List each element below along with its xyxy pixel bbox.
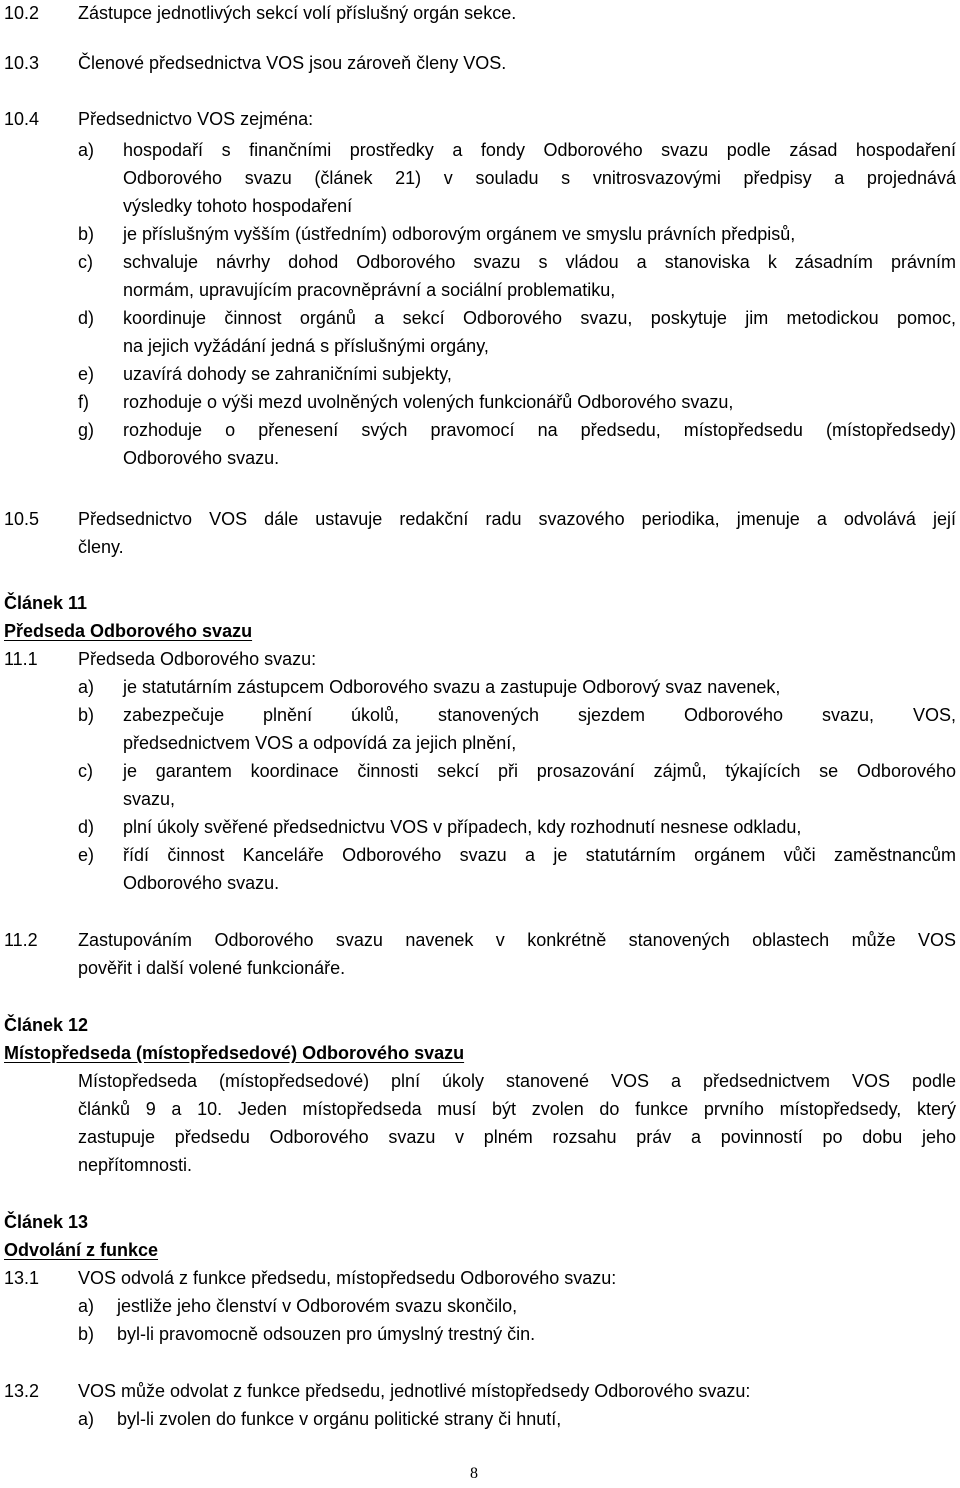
item-line: Odborového svazu.	[123, 873, 280, 893]
item-line: svazu,	[123, 789, 176, 809]
section-10-3-text: Členové předsednictva VOS jsou zároveň členy VOS.	[78, 53, 507, 73]
article-11-title: Předseda Odborového svazu	[4, 621, 253, 641]
item-label: b)	[78, 224, 95, 244]
article-13-heading: Článek 13	[4, 1212, 89, 1232]
item-line: rozhoduje o výši mezd uvolněných volených funkcionářů Odborového svazu,	[123, 392, 734, 412]
section-10-4-number: 10.4	[4, 109, 40, 129]
item-label: a)	[78, 140, 95, 160]
item-line: jestliže jeho členství v Odborovém svazu skončilo,	[117, 1296, 518, 1316]
section-11-2-number: 11.2	[4, 930, 38, 950]
section-10-5-line: členy.	[78, 537, 124, 557]
item-line: předsednictvem VOS a odpovídá za jejich plnění,	[123, 733, 517, 753]
item-line: plní úkoly svěřené předsednictvu VOS v případech, kdy rozhodnutí nesnese odkladu,	[123, 817, 802, 837]
item-line: uzavírá dohody se zahraničními subjekty,	[123, 364, 452, 384]
article-12-title: Místopředseda (místopředsedové) Odborového svazu	[4, 1043, 465, 1063]
section-13-1-intro: VOS odvolá z funkce předsedu, místopředsedu Odborového svazu:	[78, 1268, 617, 1288]
item-label: d)	[78, 308, 95, 328]
item-label: g)	[78, 420, 95, 440]
article-12-line: zastupuje předsedu Odborového svazu v plném rozsahu práv a povinností po dobu jeho	[78, 1127, 956, 1147]
item-label: c)	[78, 252, 93, 272]
item-line: Odborového svazu (článek 21) v souladu s vnitrosvazovými předpisy a projednává	[123, 168, 956, 188]
item-line: byl-li zvolen do funkce v orgánu politické strany či hnutí,	[117, 1409, 562, 1429]
item-label: b)	[78, 1324, 95, 1344]
item-line: je garantem koordinace činnosti sekcí při prosazování zájmů, týkajících se Odborového	[123, 761, 956, 781]
item-label: c)	[78, 761, 93, 781]
item-label: d)	[78, 817, 95, 837]
item-label: b)	[78, 705, 95, 725]
article-13-title: Odvolání z funkce	[4, 1240, 159, 1260]
section-13-1-number: 13.1	[4, 1268, 40, 1288]
section-11-1-intro: Předseda Odborového svazu:	[78, 649, 317, 669]
item-line: na jejich vyžádání jedná s příslušnými orgány,	[123, 336, 489, 356]
item-label: e)	[78, 364, 95, 384]
section-10-5-number: 10.5	[4, 509, 40, 529]
article-12-heading: Článek 12	[4, 1015, 89, 1035]
section-10-2-text: Zástupce jednotlivých sekcí volí příslušný orgán sekce.	[78, 3, 517, 23]
section-10-2-number: 10.2	[4, 3, 40, 23]
item-label: f)	[78, 392, 89, 412]
item-line: byl-li pravomocně odsouzen pro úmyslný trestný čin.	[117, 1324, 536, 1344]
section-11-2-line: pověřit i další volené funkcionáře.	[78, 958, 346, 978]
item-line: řídí činnost Kanceláře Odborového svazu a je statutárním orgánem vůči zaměstnancům	[123, 845, 956, 865]
item-label: e)	[78, 845, 95, 865]
section-10-4-intro: Předsednictvo VOS zejména:	[78, 109, 314, 129]
section-10-3-number: 10.3	[4, 53, 40, 73]
item-line: je statutárním zástupcem Odborového svazu a zastupuje Odborový svaz navenek,	[123, 677, 781, 697]
article-12-line: nepřítomnosti.	[78, 1155, 193, 1175]
article-12-line: článků 9 a 10. Jeden místopředseda musí být zvolen do funkce prvního místopředsedy, který	[78, 1099, 956, 1119]
item-line: je příslušným vyšším (ústředním) odborovým orgánem ve smyslu právních předpisů,	[123, 224, 796, 244]
item-line: zabezpečuje plnění úkolů, stanovených sjezdem Odborového svazu, VOS,	[123, 705, 956, 725]
item-line: normám, upravujícím pracovněprávní a sociální problematiku,	[123, 280, 616, 300]
item-line: schvaluje návrhy dohod Odborového svazu s vládou a stanoviska k zásadním právním	[123, 252, 956, 272]
section-11-1-number: 11.1	[4, 649, 38, 669]
item-line: koordinuje činnost orgánů a sekcí Odborového svazu, poskytuje jim metodickou pomoc,	[123, 308, 956, 328]
article-12-line: Místopředseda (místopředsedové) plní úkoly stanovené VOS a předsednictvem VOS podle	[78, 1071, 956, 1091]
item-label: a)	[78, 1409, 95, 1429]
item-label: a)	[78, 1296, 95, 1316]
section-13-2-number: 13.2	[4, 1381, 40, 1401]
item-line: výsledky tohoto hospodaření	[123, 196, 353, 216]
item-line: hospodaří s finančními prostředky a fondy Odborového svazu podle zásad hospodaření	[123, 140, 956, 160]
section-11-2-line: Zastupováním Odborového svazu navenek v konkrétně stanovených oblastech může VOS	[78, 930, 956, 950]
item-line: Odborového svazu.	[123, 448, 280, 468]
article-11-heading: Článek 11	[4, 593, 88, 613]
page-number: 8	[470, 1465, 478, 1482]
section-10-5-line: Předsednictvo VOS dále ustavuje redakční radu svazového periodika, jmenuje a odvolává její	[78, 509, 956, 529]
item-line: rozhoduje o přenesení svých pravomocí na předsedu, místopředsedu (místopředsedy)	[123, 420, 956, 440]
section-13-2-intro: VOS může odvolat z funkce předsedu, jednotlivé místopředsedy Odborového svazu:	[78, 1381, 751, 1401]
item-label: a)	[78, 677, 95, 697]
